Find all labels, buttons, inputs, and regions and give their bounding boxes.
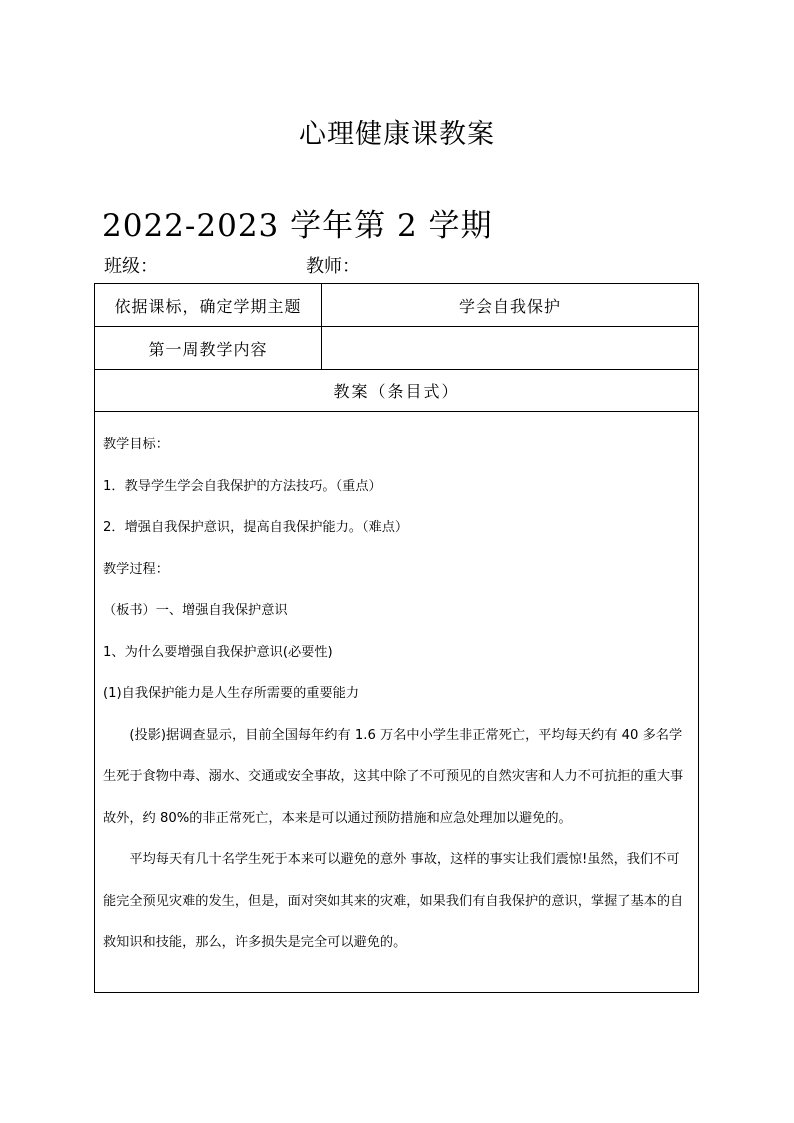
teacher-label: 教师： (306, 256, 360, 277)
table-row (95, 370, 698, 412)
paragraph: (投影)据调查显示，目前全国每年约有 1.6 万名中小学生非正常死亡，平均每天约有 40 多名学生死于食物中毒、溺水、交通或安全事故，这其中除了不可预见的自然灾害和人力不可抗拒的重大事故外，约 80%的非正常死亡，本来是可以通过预防措施和应急处理加以避免的。 (103, 727, 684, 826)
board-note: （板书）一、增强自我保护意识 (103, 603, 288, 618)
objectives-heading: 教学目标： (103, 437, 169, 452)
paragraph: 平均每天有几十名学生死于本来可以避免的意外 事故，这样的事实让我们震惊!虽然，我们不可能完全预见灾难的发生，但是，面对突如其来的灾难，如果我们有自我保护的意识，掌握了基本的自救知识和技能，那么，许多损失是完全可以避免的。 (103, 852, 684, 950)
section-heading: 1、为什么要增强自我保护意识(必要性) (103, 644, 333, 660)
lesson-plan-table (94, 283, 699, 993)
subsection-heading: (1)自我保护能力是人生存所需要的重要能力 (103, 686, 360, 701)
theme-value: 学会自我保护 (458, 296, 561, 316)
theme-label: 依据课标，确定学期主题 (95, 284, 322, 326)
objective-item: 1．教导学生学会自我保护的方法技巧。（重点） (103, 478, 382, 494)
class-label: 班级： (104, 256, 158, 277)
week-content-value (322, 327, 698, 369)
objective-item: 2．增强自我保护意识，提高自我保护能力。（难点） (103, 520, 409, 535)
plan-type-heading: 教案（条目式） (333, 382, 460, 401)
term-heading: 2022-2023 学年第 2 学期 (102, 208, 493, 244)
process-heading: 教学过程： (103, 561, 169, 577)
page-title: 心理健康课教案 (299, 119, 495, 150)
table-row (95, 327, 698, 370)
lesson-content (103, 424, 692, 964)
table-row (95, 284, 698, 327)
week-content-label: 第一周教学内容 (95, 327, 322, 369)
